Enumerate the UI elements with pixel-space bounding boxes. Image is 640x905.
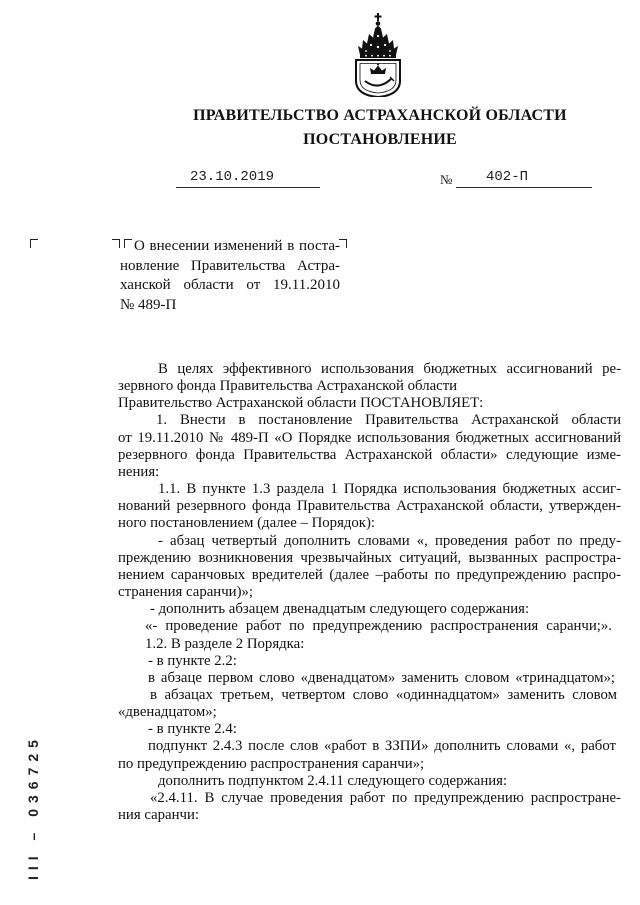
body-line: 1. Внести в постановление Правительства Астраханской области: [156, 412, 621, 429]
body-line: странения саранчи)»;: [118, 584, 254, 601]
body-line: подпункт 2.4.3 после слов «работ в ЗЗПИ» дополнить словами «, работ: [148, 738, 616, 755]
subject-line: № 489-П: [120, 297, 177, 314]
body-line: 1.2. В разделе 2 Порядка:: [145, 635, 305, 652]
body-line: нований резервного фонда Правительства Астраханской области, утвержден-: [118, 498, 621, 515]
body-line: преждению возникновения чрезвычайных ситуаций, вызванных распростра-: [118, 549, 621, 566]
body-line: - в пункте 2.4:: [148, 721, 237, 738]
body-line: от 19.11.2010 № 489-П «О Порядке использования бюджетных ассигнований: [118, 429, 621, 446]
body-line: ного постановлением (далее – Порядок):: [118, 515, 376, 532]
body-line: - дополнить абзацем двенадцатым следующего содержания:: [150, 601, 530, 618]
document-type-title: ПОСТАНОВЛЕНИЕ: [303, 131, 457, 148]
body-line: по предупреждению распространения саранчи»;: [118, 755, 425, 772]
body-line: - абзац четвертый дополнить словами «, проведения работ по преду-: [158, 532, 621, 549]
body-line: «- проведение работ по предупреждению распространения саранчи;».: [145, 618, 612, 635]
body-line: Правительство Астраханской области ПОСТАНОВЛЯЕТ:: [118, 395, 484, 412]
coat-of-arms-icon: [351, 13, 405, 97]
body-line: В целях эффективного использования бюджетных ассигнований ре-: [158, 361, 621, 377]
body-line: резервного фонда Правительства Астраханской области» следующие изме-: [118, 446, 621, 463]
body-line: нением саранчовых вредителей (далее –работы по предупреждению распро-: [118, 566, 621, 583]
margin-corner-mark: [30, 239, 38, 248]
subject-corner-mark: [339, 239, 347, 248]
document-date: 23.10.2019: [176, 168, 320, 188]
document-number: 402-П: [456, 168, 592, 188]
body-line: 1.1. В пункте 1.3 раздела 1 Порядка использования бюджетных ассиг-: [158, 481, 621, 498]
body-line: - в пункте 2.2:: [148, 652, 237, 669]
subject-corner-mark: [112, 239, 120, 248]
body-line: «двенадцатом»;: [118, 704, 217, 721]
emblem-crown: [358, 13, 398, 58]
body-line: в абзацах третьем, четвертом слово «одиннадцатом» заменить словом: [150, 686, 617, 703]
document-subject: [120, 237, 340, 316]
emblem-shield: [356, 60, 400, 97]
body-line: дополнить подпунктом 2.4.11 следующего содержания:: [158, 772, 508, 789]
organization-title: ПРАВИТЕЛЬСТВО АСТРАХАНСКОЙ ОБЛАСТИ: [193, 107, 567, 124]
body-line: в абзаце первом слово «двенадцатом» заменить словом «тринадцатом»;: [148, 669, 615, 686]
document-body: [118, 361, 621, 824]
margin-serial-number: III – 036725: [25, 734, 41, 880]
subject-line: ханской области от 19.11.2010: [120, 277, 340, 294]
number-sign: №: [440, 172, 453, 187]
body-line: ния саранчи:: [118, 807, 200, 824]
subject-line: О внесении изменений в поста-: [134, 238, 340, 254]
body-line: зервного фонда Правительства Астраханской области: [118, 378, 458, 395]
body-line: «2.4.11. В случае проведения работ по предупреждению распростране-: [150, 789, 621, 806]
subject-line: новление Правительства Астра-: [120, 257, 340, 274]
body-line: нения:: [118, 463, 160, 480]
